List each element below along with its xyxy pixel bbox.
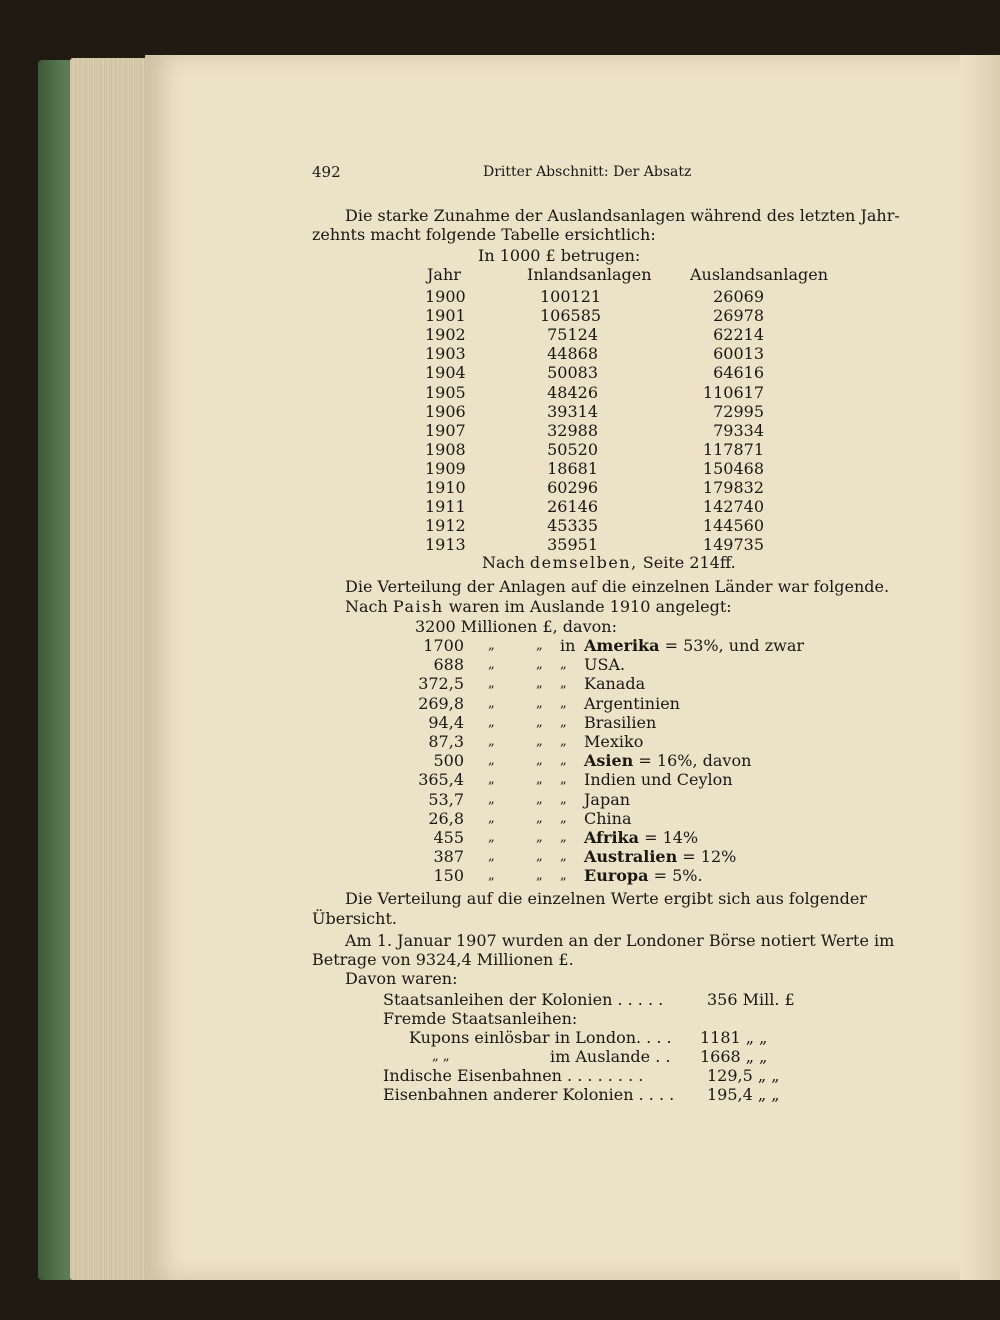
table2-ditto-mark: „ bbox=[560, 772, 567, 788]
table2-amount: 455 bbox=[433, 828, 464, 847]
table2-row bbox=[0, 790, 1000, 809]
table2-label-text: Indien und Ceylon bbox=[584, 770, 733, 790]
table1-cell-inland: 60296 bbox=[547, 478, 598, 497]
table1-cell-inland: 75124 bbox=[547, 325, 598, 345]
table2-label-text: Brasilien bbox=[584, 712, 657, 732]
table2-ditto-mark: „ bbox=[560, 753, 567, 769]
table2-label-text: USA. bbox=[584, 655, 626, 675]
table2-ditto-mark: „ bbox=[560, 676, 567, 692]
table2-row bbox=[0, 828, 1000, 847]
table2-label-text: Australien bbox=[584, 847, 678, 867]
intro-line-2: zehnts macht folgende Tabelle ersichtlich: bbox=[312, 225, 656, 244]
table1-caption: In 1000 £ betrugen: bbox=[478, 246, 641, 265]
table1-cell-abroad: 110617 bbox=[702, 382, 764, 402]
table1-cell-inland: 48426 bbox=[547, 382, 598, 402]
table2-row bbox=[0, 866, 1000, 885]
table1-cell-inland: 44868 bbox=[547, 344, 598, 364]
para2-author: Paish bbox=[392, 597, 444, 616]
table2-ditto-mark: „ bbox=[560, 734, 567, 749]
table2-label-text: Amerika bbox=[584, 636, 660, 655]
table1-cell-abroad: 117871 bbox=[702, 439, 764, 459]
table2-ditto-mark: „ bbox=[536, 638, 543, 653]
table1-cell-inland: 50083 bbox=[547, 363, 598, 383]
table2-ditto-mark: „ bbox=[560, 849, 567, 865]
table2-ditto-mark: „ bbox=[560, 714, 567, 730]
table2-label-text: Kanada bbox=[584, 674, 646, 694]
table2-row bbox=[0, 674, 1000, 693]
table1-cell-year: 1904 bbox=[425, 363, 466, 383]
table1-source-suffix: Seite 214ff. bbox=[642, 553, 736, 572]
table1-cell-inland: 32988 bbox=[547, 420, 598, 440]
table2-label-text: Japan bbox=[584, 789, 631, 809]
table2-ditto-mark: „ bbox=[488, 830, 495, 845]
table1-header-year: Jahr bbox=[427, 265, 461, 284]
table2-amount: 53,7 bbox=[428, 789, 464, 809]
table2-label-text: Mexiko bbox=[584, 732, 644, 751]
table1-cell-year: 1902 bbox=[425, 325, 466, 345]
table3-row-1-label: Staatsanleihen der Kolonien . . . . . bbox=[383, 990, 664, 1009]
table1-cell-year: 1906 bbox=[425, 401, 466, 421]
table2-label-text: Asien bbox=[584, 751, 634, 771]
para3-line-1: Die Verteilung auf die einzelnen Werte ergibt sich aus folgender bbox=[345, 889, 867, 908]
table3-row-4-label: im Auslande . . bbox=[550, 1047, 671, 1066]
table1-cell-inland: 50520 bbox=[547, 439, 598, 459]
table3-row-6-label: Eisenbahnen anderer Kolonien . . . . bbox=[383, 1085, 675, 1104]
para3-line-5: Davon waren: bbox=[345, 969, 458, 988]
table1-cell-abroad: 60013 bbox=[713, 344, 764, 364]
table2-amount: 688 bbox=[433, 655, 464, 675]
table2-row bbox=[0, 751, 1000, 770]
table2-label-suffix: = 12% bbox=[677, 847, 737, 867]
table1-cell-year: 1907 bbox=[425, 420, 466, 440]
table2-ditto-mark: „ bbox=[488, 676, 495, 692]
page-number: 492 bbox=[312, 163, 341, 181]
table2-ditto-mark: „ bbox=[536, 868, 543, 884]
table1-source-prefix: Nach bbox=[482, 553, 525, 572]
table2-row bbox=[0, 770, 1000, 789]
table2-ditto-mark: „ bbox=[536, 676, 543, 692]
table3-row-4-ditto: „ „ bbox=[432, 1049, 450, 1064]
table2-row bbox=[0, 694, 1000, 713]
table2-label-text: China bbox=[584, 808, 632, 828]
table1-cell-abroad: 149735 bbox=[702, 535, 764, 555]
table2-ditto-mark: „ bbox=[488, 714, 495, 730]
table1-cell-year: 1911 bbox=[425, 497, 466, 517]
table2-ditto-mark: „ bbox=[488, 753, 495, 769]
table1-cell-year: 1910 bbox=[425, 478, 466, 497]
table1-cell-abroad: 150468 bbox=[702, 458, 764, 478]
table1-cell-year: 1908 bbox=[425, 439, 466, 459]
para2-line-2-suffix: waren im Auslande 1910 angelegt: bbox=[448, 597, 732, 616]
table1-cell-inland: 18681 bbox=[547, 458, 598, 478]
table2-amount: 372,5 bbox=[418, 674, 464, 694]
table1-source-spaced: demselben, bbox=[529, 553, 638, 572]
table2-ditto-mark: „ bbox=[488, 734, 495, 749]
table2-ditto-mark: „ bbox=[536, 734, 543, 749]
table2-amount: 1700 bbox=[423, 636, 464, 655]
table2-label bbox=[584, 809, 632, 828]
table1-cell-inland: 106585 bbox=[540, 306, 602, 326]
table2-ditto-mark: „ bbox=[560, 791, 567, 807]
table1-cell-year: 1909 bbox=[425, 458, 466, 478]
table1-cell-inland: 35951 bbox=[547, 535, 598, 555]
table2-ditto-mark: „ bbox=[560, 868, 567, 884]
table2-label bbox=[584, 674, 645, 693]
table2-label-text: Europa bbox=[584, 866, 649, 886]
table2-label bbox=[584, 694, 680, 713]
table1-cell-abroad: 26069 bbox=[713, 287, 764, 306]
table2-ditto-mark: „ bbox=[488, 810, 495, 826]
table2-ditto-mark: „ bbox=[560, 810, 567, 826]
table2-ditto-mark: „ bbox=[536, 772, 543, 788]
table2-ditto-mark: „ bbox=[488, 849, 495, 865]
table3-row-2-label: Fremde Staatsanleihen: bbox=[383, 1009, 578, 1028]
table2-label-suffix: = 5%. bbox=[648, 866, 703, 886]
table2-label bbox=[584, 790, 630, 809]
table2-amount: 269,8 bbox=[418, 693, 464, 713]
table2-amount: 150 bbox=[433, 866, 464, 886]
table2-ditto-mark: „ bbox=[536, 753, 543, 769]
table1-header-abroad: Auslandsanlagen bbox=[690, 265, 828, 284]
table3-row-1-value: 356 Mill. £ bbox=[707, 990, 795, 1009]
table1-cell-abroad: 72995 bbox=[713, 401, 764, 421]
table2-label bbox=[584, 655, 625, 674]
table1-cell-abroad: 179832 bbox=[702, 478, 764, 497]
table2-row bbox=[0, 847, 1000, 866]
table1-cell-abroad: 142740 bbox=[702, 497, 764, 517]
table1-cell-abroad: 79334 bbox=[713, 420, 764, 440]
table3-row-5-label: Indische Eisenbahnen . . . . . . . . bbox=[383, 1066, 644, 1085]
table2-amount: 94,4 bbox=[428, 712, 464, 732]
table2-ditto-mark: „ bbox=[536, 849, 543, 865]
table2-label bbox=[584, 636, 804, 655]
table2-ditto-mark: „ bbox=[488, 695, 495, 711]
table1-cell-year: 1913 bbox=[425, 535, 466, 555]
table2-ditto-mark: „ bbox=[488, 657, 495, 673]
table2-amount: 87,3 bbox=[428, 732, 464, 751]
table2-amount: 500 bbox=[433, 751, 464, 771]
table3-row-4-value: 1668 „ „ bbox=[700, 1047, 768, 1066]
table3-row-3-value: 1181 „ „ bbox=[700, 1028, 768, 1047]
table2-label bbox=[584, 828, 698, 847]
table1-source bbox=[482, 553, 736, 572]
intro-line-1: Die starke Zunahme der Auslandsanlagen während des letzten Jahr- bbox=[345, 206, 900, 225]
table2-label bbox=[584, 732, 643, 751]
table2-ditto-mark: „ bbox=[536, 657, 543, 673]
table2-label-suffix: = 53%, und zwar bbox=[659, 636, 805, 655]
para3-line-3: Am 1. Januar 1907 wurden an der Londoner Börse notiert Werte im bbox=[345, 931, 895, 950]
table2-row bbox=[0, 732, 1000, 751]
table2-label bbox=[584, 866, 703, 885]
table2-row bbox=[0, 655, 1000, 674]
table2-ditto-mark: „ bbox=[536, 714, 543, 730]
table1-cell-year: 1912 bbox=[425, 516, 466, 536]
table2-label-text: Argentinien bbox=[584, 693, 680, 713]
table2-row bbox=[0, 636, 1000, 655]
table2-amount: 365,4 bbox=[418, 770, 464, 790]
table2-row bbox=[0, 809, 1000, 828]
table1-cell-abroad: 26978 bbox=[713, 306, 764, 326]
table2-ditto-mark: „ bbox=[536, 791, 543, 807]
para2-line-2-prefix: Nach bbox=[345, 597, 388, 616]
table2-row bbox=[0, 713, 1000, 732]
table2-ditto-mark: „ bbox=[560, 830, 567, 845]
table1-cell-inland: 39314 bbox=[547, 401, 598, 421]
table1-cell-year: 1903 bbox=[425, 344, 466, 364]
table2-ditto-mark: „ bbox=[560, 695, 567, 711]
table2-label bbox=[584, 751, 751, 770]
table1-cell-abroad: 62214 bbox=[713, 325, 764, 345]
table1-cell-inland: 45335 bbox=[547, 516, 598, 536]
table2-prefix: in bbox=[560, 636, 576, 655]
table2-label bbox=[584, 847, 736, 866]
table2-amount: 387 bbox=[433, 847, 464, 867]
table1-cell-year: 1900 bbox=[425, 287, 466, 306]
table2-ditto-mark: „ bbox=[536, 695, 543, 711]
table1-cell-abroad: 64616 bbox=[713, 363, 764, 383]
table1-cell-year: 1901 bbox=[425, 306, 466, 326]
table1-cell-abroad: 144560 bbox=[702, 516, 764, 536]
table1-cell-inland: 26146 bbox=[547, 497, 598, 517]
table2-amount: 26,8 bbox=[428, 808, 464, 828]
table2-label bbox=[584, 713, 656, 732]
table1-cell-year: 1905 bbox=[425, 382, 466, 402]
table3-row-3-label: Kupons einlösbar in London. . . . bbox=[409, 1028, 672, 1047]
para3-line-2: Übersicht. bbox=[312, 909, 397, 928]
para2-line-2 bbox=[345, 597, 732, 616]
table2-label-suffix: = 14% bbox=[638, 828, 699, 847]
table2-ditto-mark: „ bbox=[488, 638, 495, 653]
table2-label-text: Afrika bbox=[584, 828, 639, 847]
table2-ditto-mark: „ bbox=[536, 830, 543, 845]
table3-row-5-value: 129,5 „ „ bbox=[707, 1066, 780, 1085]
table3-row-6-value: 195,4 „ „ bbox=[707, 1085, 780, 1104]
table1-header-inland: Inlandsanlagen bbox=[527, 265, 652, 284]
running-title: Dritter Abschnitt: Der Absatz bbox=[483, 164, 692, 180]
para3-line-4: Betrage von 9324,4 Millionen £. bbox=[312, 950, 574, 969]
table2-label bbox=[584, 770, 733, 789]
table2-ditto-mark: „ bbox=[560, 657, 567, 673]
table2-ditto-mark: „ bbox=[536, 810, 543, 826]
para2-line-1: Die Verteilung der Anlagen auf die einzelnen Länder war folgende. bbox=[345, 577, 890, 596]
table2-ditto-mark: „ bbox=[488, 791, 495, 807]
table2-ditto-mark: „ bbox=[488, 772, 495, 788]
table2-ditto-mark: „ bbox=[488, 868, 495, 884]
para2-total: 3200 Millionen £, davon: bbox=[415, 617, 617, 636]
table2-label-suffix: = 16%, davon bbox=[633, 751, 752, 771]
table1-cell-inland: 100121 bbox=[540, 287, 602, 306]
